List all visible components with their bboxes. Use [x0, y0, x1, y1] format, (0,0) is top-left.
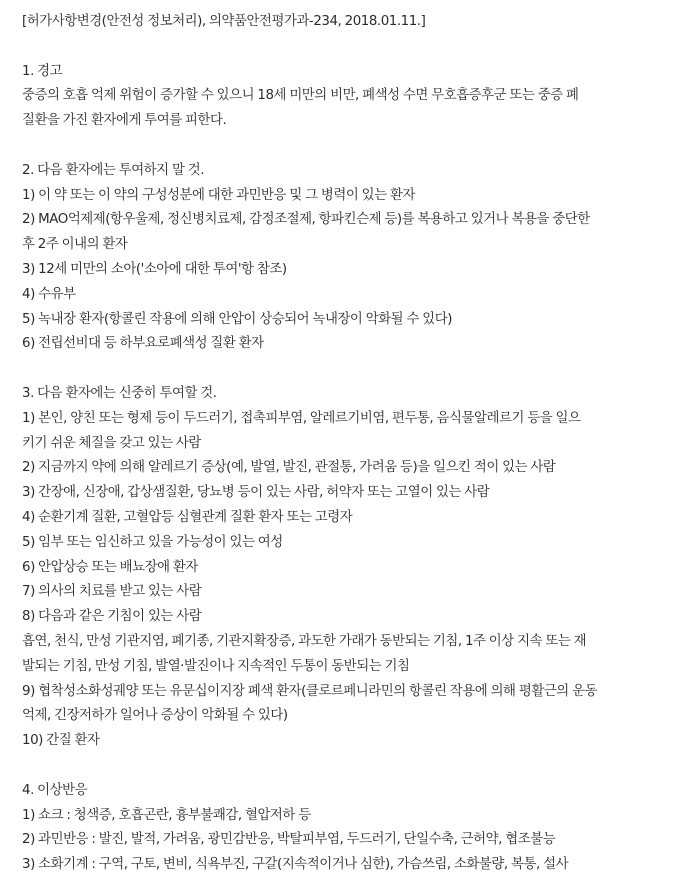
list-item: 6) 안압상승 또는 배뇨장애 환자	[22, 559, 198, 575]
list-item-continuation: 발되는 기침, 만성 기침, 발열·발진이나 지속적인 두통이 동반되는 기침	[22, 658, 410, 674]
section-precautions	[22, 382, 678, 754]
list-item: 10) 간질 환자	[22, 733, 100, 749]
list-item: 3) 12세 미만의 소아('소아에 대한 투여'항 참조)	[22, 261, 287, 277]
section-warning	[22, 60, 678, 134]
list-item: 5) 임부 또는 임신하고 있을 가능성이 있는 여성	[22, 534, 283, 550]
list-item: 8) 다음과 같은 기침이 있는 사람	[22, 609, 202, 625]
section-heading: 1. 경고	[22, 63, 63, 79]
list-item: 2) 지금까지 약에 의해 알레르기 증상(예, 발열, 발진, 관절통, 가려움 등)을 일으킨 적이 있는 사람	[22, 460, 556, 476]
blank-line	[22, 134, 678, 159]
text-line: 중증의 호흡 억제 위험이 증가할 수 있으니 18세 미만의 비만, 폐색성 수면 무호흡증후군 또는 중증 폐	[22, 88, 579, 104]
list-item: 2) MAO억제제(항우울제, 정신병치료제, 감정조절제, 항파킨슨제 등)를 복용하고 있거나 복용을 중단한	[22, 212, 590, 228]
blank-line	[22, 357, 678, 382]
list-item: 4) 수유부	[22, 286, 76, 302]
text-line: 질환을 가진 환자에게 투여를 피한다.	[22, 113, 227, 129]
list-item: 6) 전립선비대 등 하부요로폐색성 질환 환자	[22, 336, 264, 352]
section-heading: 2. 다음 환자에는 투여하지 말 것.	[22, 162, 205, 178]
list-item: 5) 녹내장 환자(항콜린 작용에 의해 안압이 상승되어 녹내장이 악화될 수 있다)	[22, 311, 453, 327]
list-item-continuation: 후 2주 이내의 환자	[22, 237, 128, 253]
list-item: 1) 본인, 양친 또는 형제 등이 두드러기, 접촉피부염, 알레르기비염, 편두통, 음식물알레르기 등을 일으	[22, 410, 581, 426]
list-item: 9) 협착성소화성궤양 또는 유문십이지장 폐색 환자(클로르페니라민의 항콜린 작용에 의해 평활근의 운동	[22, 683, 598, 699]
blank-line	[22, 754, 678, 779]
list-item: 3) 간장애, 신장애, 갑상샘질환, 당뇨병 등이 있는 사람, 허약자 또는 고열이 있는 사람	[22, 485, 490, 501]
list-item: 2) 과민반응 : 발진, 발적, 가려움, 광민감반응, 박탈피부염, 두드러기, 단일수축, 근허약, 협조불능	[22, 832, 556, 848]
blank-line	[22, 35, 678, 60]
list-item-continuation: 흡연, 천식, 만성 기관지염, 폐기종, 기관지확장증, 과도한 가래가 동반되는 기침, 1주 이상 지속 또는 재	[22, 633, 587, 649]
section-contraindications	[22, 159, 678, 357]
list-item: 4) 순환기계 질환, 고혈압등 심혈관계 질환 환자 또는 고령자	[22, 509, 353, 525]
section-heading: 4. 이상반응	[22, 782, 88, 798]
list-item: 3) 소화기계 : 구역, 구토, 변비, 식욕부진, 구갈(지속적이거나 심한), 가슴쓰림, 소화불량, 복통, 설사	[22, 857, 569, 873]
list-item: 1) 쇼크 : 청색증, 호흡곤란, 흉부불쾌감, 혈압저하 등	[22, 807, 311, 823]
section-heading: 3. 다음 환자에는 신중히 투여할 것.	[22, 385, 217, 401]
section-adverse-reactions	[22, 779, 678, 878]
list-item: 7) 의사의 치료를 받고 있는 사람	[22, 584, 202, 600]
document-header: [허가사항변경(안전성 정보처리), 의약품안전평가과-234, 2018.01.11.]	[22, 14, 426, 29]
list-item-continuation: 억제, 긴장저하가 일어나 증상이 악화될 수 있다)	[22, 708, 288, 724]
list-item: 1) 이 약 또는 이 약의 구성성분에 대한 과민반응 및 그 병력이 있는 환자	[22, 187, 415, 203]
list-item-continuation: 키기 쉬운 체질을 갖고 있는 사람	[22, 435, 201, 451]
